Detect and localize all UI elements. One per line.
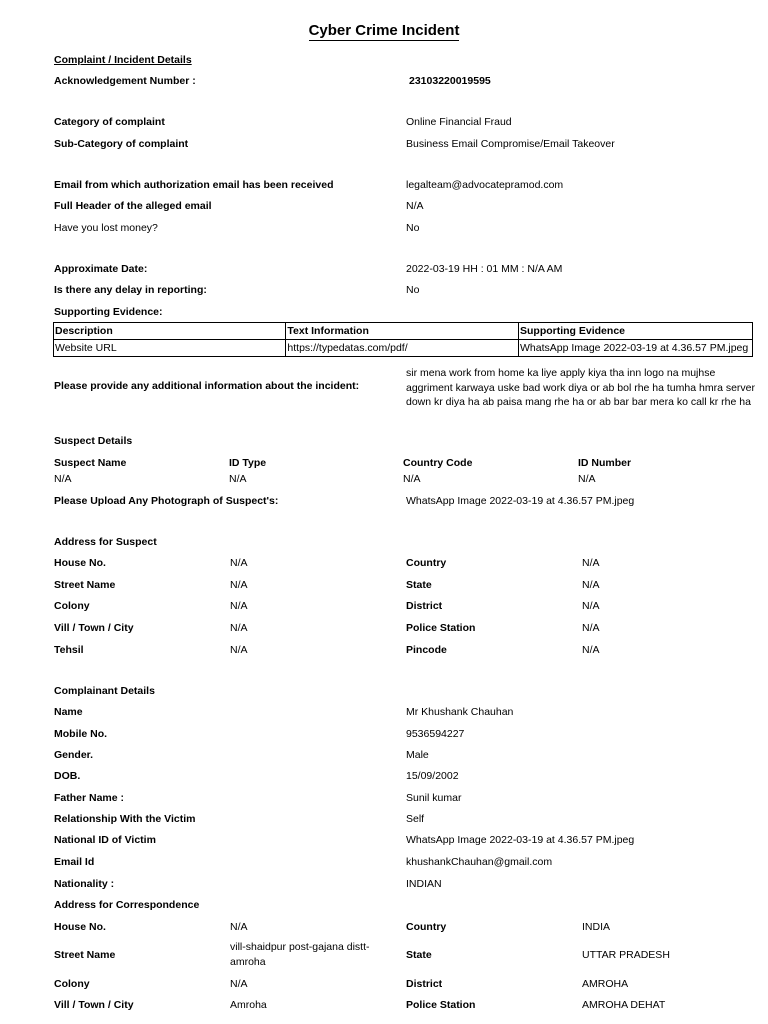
suspect-country-code-value: N/A bbox=[403, 473, 421, 485]
corr-colony-label: Colony bbox=[54, 978, 90, 990]
suspect-header-id-type: ID Type bbox=[229, 457, 267, 469]
suspect-district-value: N/A bbox=[582, 600, 600, 612]
corr-police-value: AMROHA DEHAT bbox=[582, 999, 666, 1011]
corr-colony-value: N/A bbox=[230, 978, 248, 990]
suspect-district-label: District bbox=[406, 600, 443, 612]
suspect-street-value: N/A bbox=[230, 579, 248, 591]
additional-info-line: down kr diya ha ab paisa mang rhe ha or ab bar bar mera ko call kr rhe ha bbox=[406, 396, 751, 408]
suspect-id-number-value: N/A bbox=[578, 473, 596, 485]
corr-street-value: vill-shaidpur post-gajana distt-amroha bbox=[230, 941, 370, 968]
ack-value: 23103220019595 bbox=[409, 75, 491, 87]
suspect-id-type-value: N/A bbox=[229, 473, 247, 485]
complainant-email-value: khushankChauhan@gmail.com bbox=[406, 856, 553, 868]
suspect-police-value: N/A bbox=[582, 622, 600, 634]
suspect-state-label: State bbox=[406, 579, 432, 591]
complainant-nationality-label: Nationality : bbox=[54, 878, 115, 890]
suspect-colony-label: Colony bbox=[54, 600, 90, 612]
evidence-header-description: Description bbox=[54, 323, 286, 340]
suspect-police-label: Police Station bbox=[406, 622, 476, 634]
suspect-tehsil-value: N/A bbox=[230, 644, 248, 656]
suspect-photo-value: WhatsApp Image 2022-03-19 at 4.36.57 PM.jpeg bbox=[406, 495, 635, 507]
full-header-label: Full Header of the alleged email bbox=[54, 200, 212, 212]
corr-state-label: State bbox=[406, 949, 432, 961]
section-suspect-address: Address for Suspect bbox=[54, 536, 157, 548]
suspect-header-id-number: ID Number bbox=[578, 457, 632, 469]
corr-district-label: District bbox=[406, 978, 443, 990]
category-value: Online Financial Fraud bbox=[406, 116, 512, 128]
complainant-relationship-value: Self bbox=[406, 813, 425, 825]
complainant-national-id-label: National ID of Victim bbox=[54, 834, 156, 846]
additional-info-line: sir mena work from home ka liye apply kiya tha inn logo na mujhse bbox=[406, 367, 716, 379]
complainant-name-value: Mr Khushank Chauhan bbox=[406, 706, 514, 718]
subcategory-value: Business Email Compromise/Email Takeover bbox=[406, 138, 615, 150]
evidence-cell-supporting: WhatsApp Image 2022-03-19 at 4.36.57 PM.jpeg bbox=[518, 340, 752, 357]
additional-info-label: Please provide any additional information about the incident: bbox=[54, 380, 360, 392]
suspect-street-label: Street Name bbox=[54, 579, 116, 591]
auth-email-value: legalteam@advocatepramod.com bbox=[406, 179, 564, 191]
full-header-value: N/A bbox=[406, 200, 424, 212]
corr-country-label: Country bbox=[406, 921, 447, 933]
corr-country-value: INDIA bbox=[582, 921, 611, 933]
section-complaint-details: Complaint / Incident Details bbox=[54, 54, 192, 66]
suspect-house-value: N/A bbox=[230, 557, 248, 569]
suspect-header-name: Suspect Name bbox=[54, 457, 127, 469]
suspect-city-value: N/A bbox=[230, 622, 248, 634]
corr-state-value: UTTAR PRADESH bbox=[582, 949, 670, 961]
delay-label: Is there any delay in reporting: bbox=[54, 284, 207, 296]
complainant-gender-label: Gender. bbox=[54, 749, 94, 761]
suspect-pincode-value: N/A bbox=[582, 644, 600, 656]
approx-date-value: 2022-03-19 HH : 01 MM : N/A AM bbox=[406, 263, 563, 275]
table-row bbox=[54, 340, 753, 357]
complainant-father-value: Sunil kumar bbox=[406, 792, 462, 804]
category-label: Category of complaint bbox=[54, 116, 165, 128]
complainant-mobile-value: 9536594227 bbox=[406, 728, 465, 740]
suspect-header-country-code: Country Code bbox=[403, 457, 473, 469]
suspect-tehsil-label: Tehsil bbox=[54, 644, 84, 656]
suspect-city-label: Vill / Town / City bbox=[54, 622, 134, 634]
corr-house-value: N/A bbox=[230, 921, 248, 933]
suspect-name-value: N/A bbox=[54, 473, 72, 485]
corr-street-label: Street Name bbox=[54, 949, 116, 961]
suspect-country-value: N/A bbox=[582, 557, 600, 569]
evidence-table-header bbox=[54, 323, 753, 340]
complainant-gender-value: Male bbox=[406, 749, 429, 761]
complainant-mobile-label: Mobile No. bbox=[54, 728, 108, 740]
approx-date-label: Approximate Date: bbox=[54, 263, 148, 275]
additional-info-line: aggriment karwaya uske bad work diya or ab bol rhe ha tumha hmra server bbox=[406, 381, 756, 394]
corr-house-label: House No. bbox=[54, 921, 106, 933]
corr-city-label: Vill / Town / City bbox=[54, 999, 134, 1011]
complainant-dob-value: 15/09/2002 bbox=[406, 770, 459, 782]
corr-police-label: Police Station bbox=[406, 999, 476, 1011]
delay-value: No bbox=[406, 284, 420, 296]
evidence-table bbox=[53, 322, 753, 357]
auth-email-label: Email from which authorization email has been received bbox=[54, 179, 334, 191]
suspect-photo-label: Please Upload Any Photograph of Suspect's: bbox=[54, 495, 279, 507]
suspect-country-label: Country bbox=[406, 557, 447, 569]
page-title: Cyber Crime Incident bbox=[308, 22, 460, 39]
section-suspect-details: Suspect Details bbox=[54, 435, 133, 447]
section-complainant-details: Complainant Details bbox=[54, 685, 155, 697]
suspect-colony-value: N/A bbox=[230, 600, 248, 612]
suspect-house-label: House No. bbox=[54, 557, 106, 569]
evidence-header-supporting: Supporting Evidence bbox=[518, 323, 752, 340]
section-correspondence-address: Address for Correspondence bbox=[54, 899, 200, 911]
lost-money-label: Have you lost money? bbox=[54, 222, 158, 234]
complainant-nationality-value: INDIAN bbox=[406, 878, 442, 890]
corr-city-value: Amroha bbox=[230, 999, 267, 1011]
lost-money-value: No bbox=[406, 222, 420, 234]
complainant-father-label: Father Name : bbox=[54, 792, 125, 804]
ack-label: Acknowledgement Number : bbox=[54, 75, 196, 87]
subcategory-label: Sub-Category of complaint bbox=[54, 138, 189, 150]
suspect-pincode-label: Pincode bbox=[406, 644, 447, 656]
evidence-cell-description: Website URL bbox=[54, 340, 286, 357]
evidence-cell-text-info: https://typedatas.com/pdf/ bbox=[286, 340, 519, 357]
complainant-dob-label: DOB. bbox=[54, 770, 81, 782]
complainant-name-label: Name bbox=[54, 706, 83, 718]
suspect-state-value: N/A bbox=[582, 579, 600, 591]
evidence-header-text-info: Text Information bbox=[286, 323, 519, 340]
complainant-email-label: Email Id bbox=[54, 856, 95, 868]
additional-info-text bbox=[406, 366, 756, 410]
supporting-evidence-label: Supporting Evidence: bbox=[54, 306, 163, 318]
complainant-relationship-label: Relationship With the Victim bbox=[54, 813, 196, 825]
corr-district-value: AMROHA bbox=[582, 978, 629, 990]
complainant-national-id-value: WhatsApp Image 2022-03-19 at 4.36.57 PM.jpeg bbox=[406, 834, 635, 846]
